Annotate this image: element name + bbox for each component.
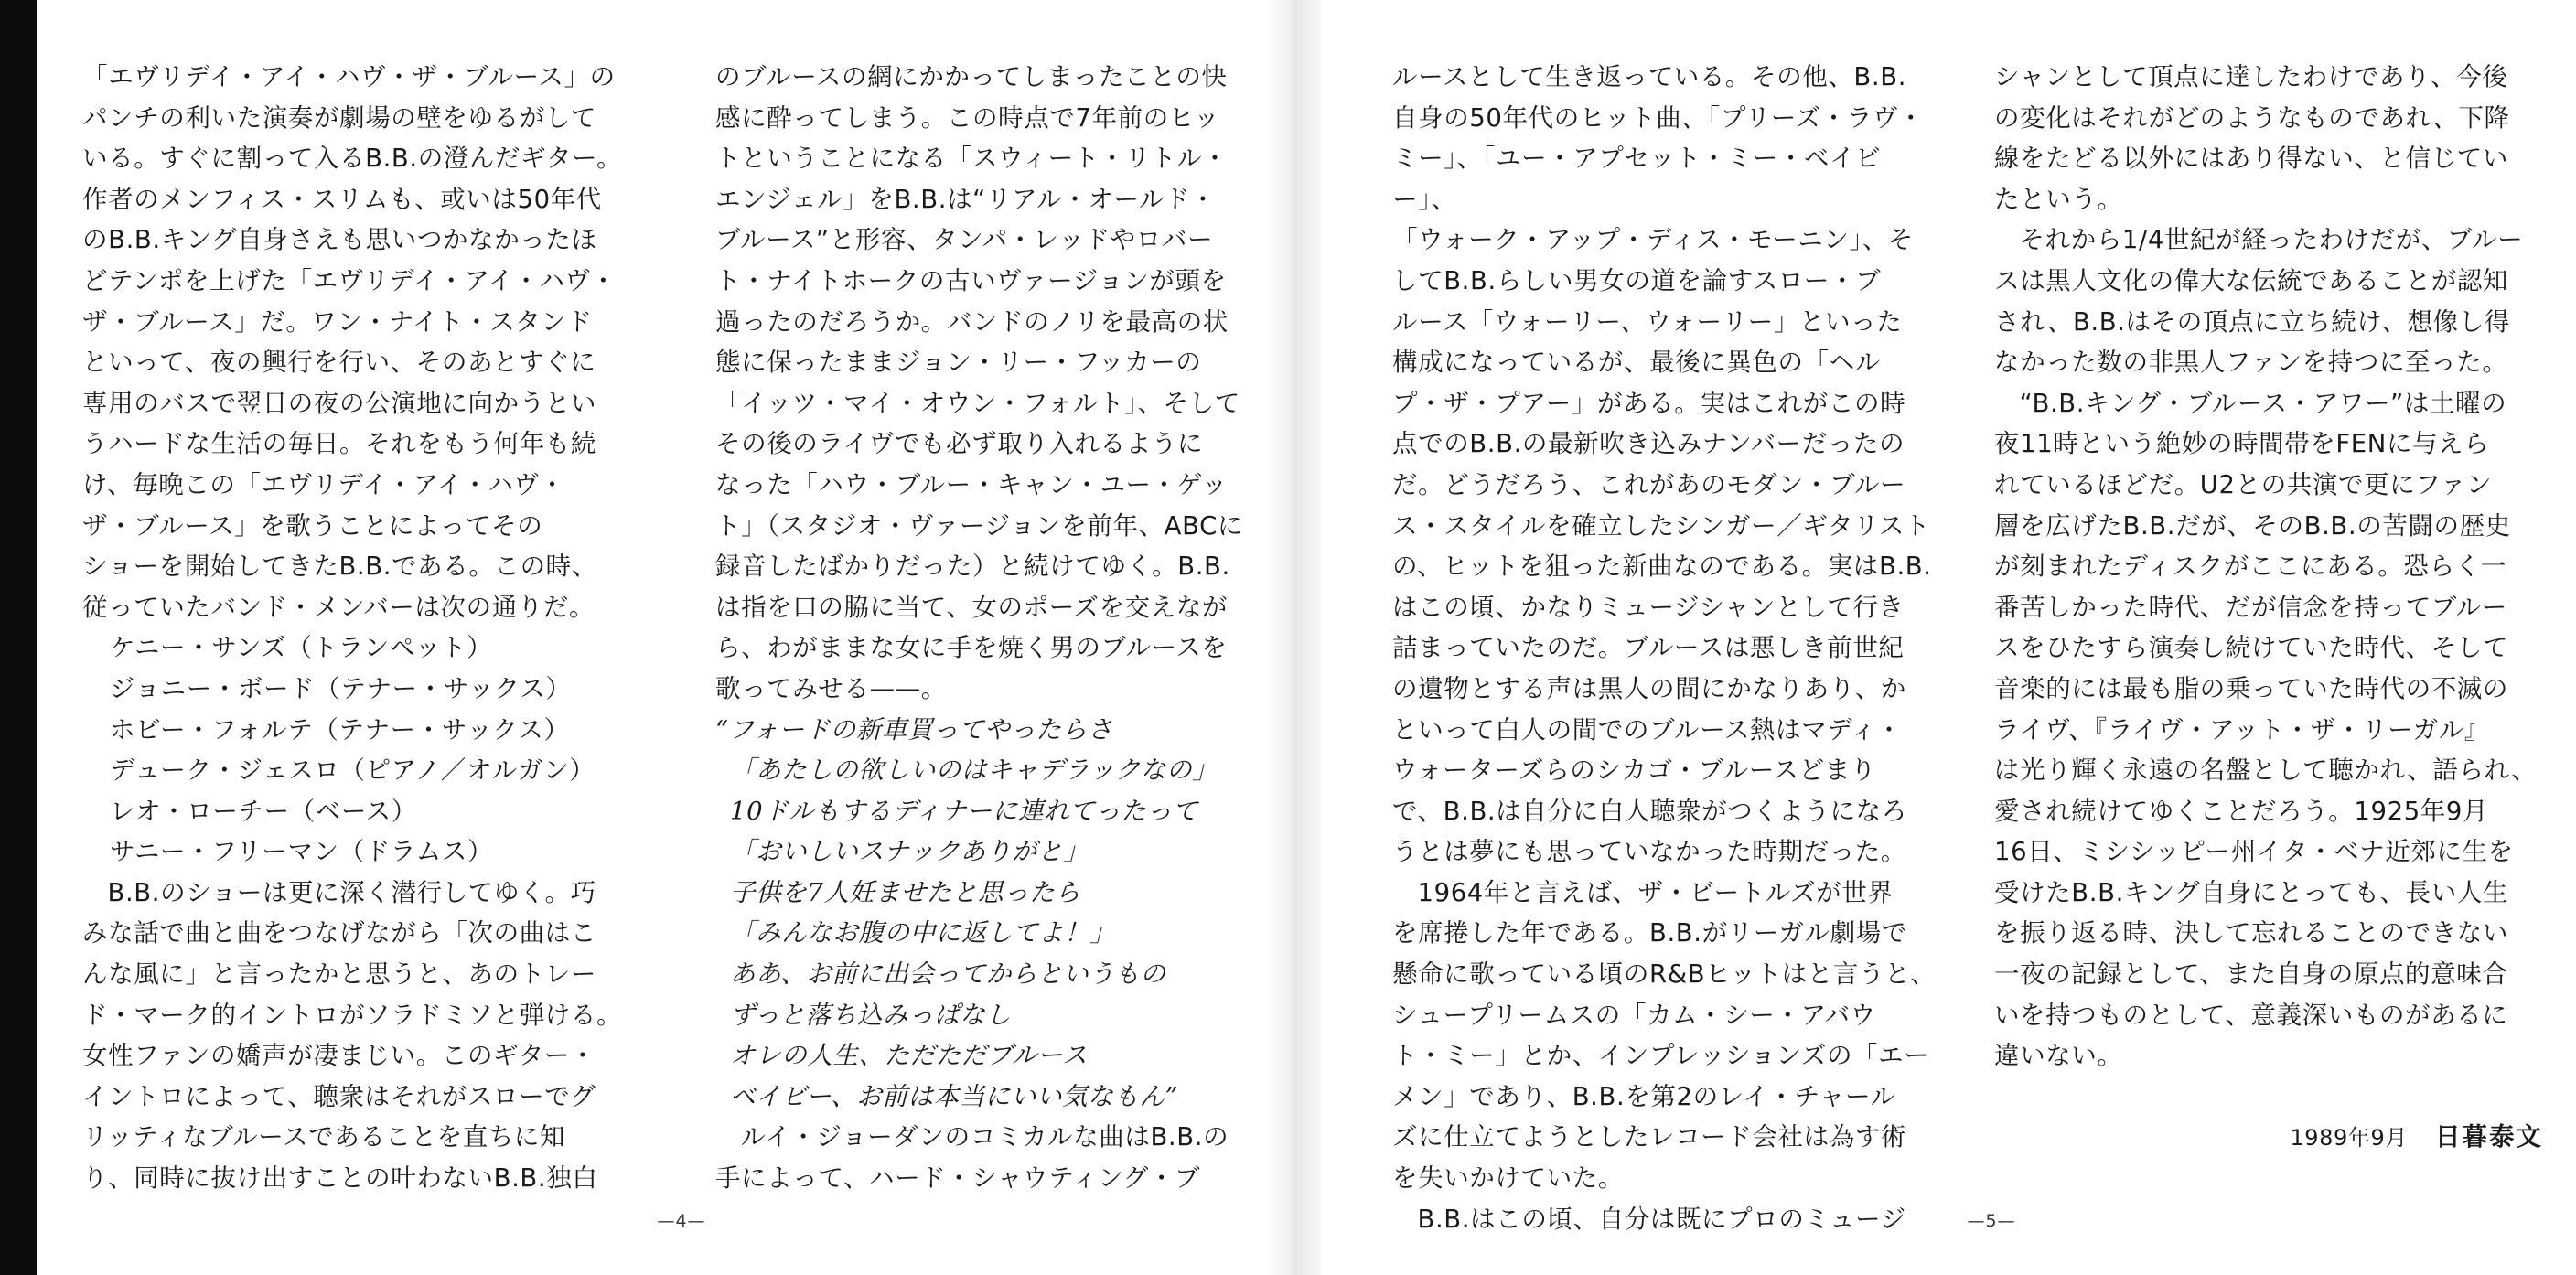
lyric-line: 「みんなお腹の中に返してよ！」	[730, 918, 1116, 948]
text-line: ら、わがままな女に手を焼く男のブルースを	[715, 633, 1228, 663]
text-line: を振り返る時、決して忘れることのできない	[1994, 918, 2508, 948]
band-member: ジョニー・ボード（テナー・サックス）	[110, 673, 572, 703]
text-line: ショーを開始してきたB.B.である。この時、	[82, 552, 597, 582]
text-line: 詰まっていたのだ。ブルースは悪しき前世紀	[1392, 633, 1905, 663]
text-line: で、B.B.は自分に白人聴衆がつくようになろ	[1392, 796, 1907, 826]
text-line: ルイ・ジョーダンのコミカルな曲はB.B.の	[740, 1122, 1229, 1152]
paragraph	[1994, 220, 2543, 382]
text-line: どテンポを上げた「エヴリデイ・アイ・ハヴ・	[82, 265, 617, 295]
band-member: デューク・ジェスロ（ピアノ／オルガン）	[110, 755, 596, 786]
text-line: 専用のバスで翌日の夜の公演地に向かうとい	[82, 388, 596, 418]
lyric-line: 「あたしの欲しいのはキャデラックなの」	[730, 755, 1218, 786]
text-line: 作者のメンフィス・スリムも、或いは50年代	[82, 184, 602, 214]
text-line: 歌ってみせる——。	[715, 673, 947, 703]
lyric-line: 10ドルもするディナーに連れてったって	[730, 796, 1198, 826]
text-line: スをひたすら演奏し続けていた時代、そして	[1994, 633, 2508, 663]
text-line: が刻まれたディスクがここにある。恐らく一	[1994, 552, 2506, 582]
text-line: ズに仕立てようとしたレコード会社は為す術	[1392, 1122, 1906, 1152]
text-line: 従っていたバンド・メンバーは次の通りだ。	[82, 592, 596, 622]
text-line: といって白人の間でのブルース熱はマディ・	[1392, 714, 1903, 745]
band-member: ケニー・サンズ（トランペット）	[110, 633, 493, 663]
text-line: といって、夜の興行を行い、そのあとすぐに	[82, 348, 596, 378]
text-line: だ。どうだろう、これがあのモダン・ブルー	[1392, 469, 1906, 499]
page4-column-1	[82, 57, 631, 1199]
lyric-line: “フォードの新車買ってやったらさ	[715, 714, 1113, 745]
page-number-4: —4—	[657, 1211, 706, 1231]
paragraph	[1392, 873, 1941, 1199]
text-line: ト・ナイトホークの古いヴァージョンが頭を	[715, 265, 1227, 295]
text-line: うハードな生活の毎日。それをもう何年も続	[82, 429, 596, 459]
text-line: 「イッツ・マイ・オウン・フォルト」、そして	[715, 388, 1240, 418]
text-line: パンチの利いた演奏が劇場の壁をゆるがして	[82, 102, 596, 133]
text-line: シャンとして頂点に達したわけであり、今後	[1994, 62, 2508, 91]
text-line: 違いない。	[1994, 1041, 2123, 1071]
text-line: け、毎晩この「エヴリデイ・アイ・ハヴ・	[82, 469, 565, 499]
text-line: B.B.のショーは更に深く潜行してゆく。巧	[107, 877, 596, 907]
text-line: 線をたどる以外にはあり得ない、と信じてい	[1994, 144, 2508, 174]
text-line: ト・ミー」とか、インプレッションズの「エー	[1392, 1041, 1930, 1071]
text-line: なった「ハウ・ブルー・キャン・ユー・ゲッ	[715, 469, 1228, 499]
text-line: 手によって、ハード・シャウティング・ブ	[715, 1163, 1201, 1194]
paragraph	[715, 57, 1264, 710]
lyric-line: 子供を7人妊ませたと思ったら	[730, 877, 1081, 907]
page-number-5: —5—	[1967, 1211, 2016, 1231]
text-line: の変化はそれがどのようなものであれ、下降	[1994, 102, 2510, 133]
text-line: ウォーターズらのシカゴ・ブルースどまり	[1392, 755, 1876, 786]
text-line: シュープリームスの「カム・シー・アバウ	[1392, 1000, 1876, 1030]
text-line: 1964年と言えば、ザ・ビートルズが世界	[1417, 877, 1894, 907]
text-line: の遺物とする声は黒人の間にかなりあり、か	[1392, 673, 1906, 703]
text-line: それから1/4世紀が経ったわけだが、ブルー	[2019, 225, 2524, 255]
text-line: 音楽的には最も脂の乗っていた時代の不滅の	[1994, 673, 2508, 703]
band-member: レオ・ローチー（ベース）	[110, 796, 417, 826]
text-line: ブルース”と形容、タンパ・レッドやロバー	[715, 225, 1214, 255]
text-line: プ・ザ・プアー」がある。実はこれがこの時	[1392, 388, 1906, 418]
text-line: され、B.B.はその頂点に立ち続け、想像し得	[1994, 306, 2510, 337]
text-line: 愛され続けてゆくことだろう。1925年9月	[1994, 796, 2489, 826]
text-line: トということになる「スウィート・リトル・	[715, 144, 1229, 174]
band-member: ホビー・フォルテ（テナー・サックス）	[110, 714, 570, 745]
text-line: たという。	[1994, 184, 2123, 214]
page5-column-1	[1392, 57, 1941, 1239]
paragraph	[1392, 57, 1941, 873]
text-line: 構成になっているが、最後に異色の「ヘル	[1392, 348, 1881, 378]
text-line: 点でのB.B.の最新吹き込みナンバーだったの	[1392, 429, 1905, 459]
paragraph	[715, 1117, 1264, 1198]
paragraph	[1994, 57, 2543, 220]
text-line: 女性ファンの嬌声が凄まじい。このギター・	[82, 1041, 596, 1071]
paragraph	[82, 57, 631, 627]
text-line: ド・マーク的イントロがソラドミソと弾ける。	[82, 1000, 623, 1030]
text-line: は光り輝く永遠の名盤として聴かれ、語られ、	[1994, 755, 2538, 786]
paragraph	[1994, 383, 2543, 1077]
scan-edge-left	[0, 0, 37, 1275]
text-line: その後のライヴでも必ず取り入れるように	[715, 429, 1204, 459]
text-line: なかった数の非黒人ファンを持つに至った。	[1994, 348, 2508, 378]
text-line: うとは夢にも思っていなかった時期だった。	[1392, 837, 1906, 867]
text-line: ルースとして生き返っている。その他、B.B.	[1392, 62, 1907, 91]
text-line: いる。すぐに割って入るB.B.の澄んだギター。	[82, 144, 623, 174]
text-line: を失いかけていた。	[1392, 1163, 1624, 1194]
paragraph	[82, 873, 631, 1199]
text-line: ミー」、「ユー・アプセット・ミー・ベイビー」、	[1392, 144, 1882, 214]
text-line: はこの頃、かなりミュージシャンとして行き	[1392, 592, 1905, 622]
text-line: ルース「ウォーリー、ウォーリー」といった	[1392, 306, 1903, 337]
text-line: “B.B.キング・ブルース・アワー”は土曜の	[2019, 388, 2507, 418]
text-line: いを持つものとして、意義深いものがあるに	[1994, 1000, 2508, 1030]
text-line: は指を口の脇に当て、女のポーズを交えなが	[715, 592, 1229, 622]
text-line: 懸命に歌っている頃のR&Bヒットはと言うと、	[1392, 959, 1937, 990]
text-line: り、同時に抜け出すことの叶わないB.B.独白	[82, 1163, 598, 1194]
signature	[1994, 1117, 2543, 1159]
text-line: 夜11時という絶妙の時間帯をFENに与えら	[1994, 429, 2490, 459]
text-line: みな話で曲と曲をつなげながら「次の曲はこ	[82, 918, 596, 948]
lyric-line: ずっと落ち込みっぱなし	[730, 1000, 1012, 1030]
text-line: 自身の50年代のヒット曲、「プリーズ・ラヴ・	[1392, 102, 1925, 133]
band-member: サニー・フリーマン（ドラムス）	[110, 837, 494, 867]
text-line: メン」であり、B.B.を第2のレイ・チャール	[1392, 1081, 1896, 1111]
text-line: ライヴ、『ライヴ・アット・ザ・リーガル』	[1994, 714, 2490, 745]
text-line: エンジェル」をB.B.は“リアル・オールド・	[715, 184, 1217, 214]
lyric-line: オレの人生、ただただブルース	[730, 1041, 1088, 1071]
signature-author: 日暮泰文	[2435, 1121, 2543, 1152]
text-line: ザ・ブルース」だ。ワン・ナイト・スタンド	[82, 306, 593, 337]
text-line: 16日、ミシシッピー州イタ・ベナ近郊に生を	[1994, 837, 2514, 867]
text-line: ザ・ブルース」を歌うことによってその	[82, 510, 543, 541]
text-line: のブルースの網にかかってしまったことの快	[715, 62, 1228, 91]
signature-date: 1989年9月	[2290, 1124, 2408, 1151]
text-line: ト」（スタジオ・ヴァージョンを前年、ABCに	[715, 510, 1243, 541]
lyric-line: ベイビー、お前は本当にいい気なもん”	[730, 1081, 1179, 1111]
lyric-line: ああ、お前に出会ってからというもの	[730, 959, 1166, 990]
text-line: B.B.はこの頃、自分は既にプロのミュージ	[1417, 1204, 1906, 1234]
text-line: れているほどだ。U2との共演で更にファン	[1994, 469, 2493, 499]
text-line: 受けたB.B.キング自身にとっても、長い人生	[1994, 877, 2509, 907]
lyric-line: 「おいしいスナックありがと」	[730, 837, 1089, 867]
text-line: のB.B.キング自身さえも思いつかなかったほ	[82, 225, 597, 255]
text-line: んな風に」と言ったかと思うと、あのトレー	[82, 959, 596, 990]
text-line: してB.B.らしい男女の道を論すスロー・ブ	[1392, 265, 1882, 295]
text-line: 「ウォーク・アップ・ディス・モーニン」、そ	[1392, 225, 1915, 255]
paragraph	[1392, 1199, 1941, 1240]
text-line: リッティなブルースであることを直ちに知	[82, 1122, 566, 1152]
text-line: 感に酔ってしまう。この時点で7年前のヒッ	[715, 102, 1220, 133]
text-line: 態に保ったままジョン・リー・フッカーの	[715, 348, 1202, 378]
page-gutter	[1264, 0, 1321, 1275]
text-line: 過ったのだろうか。バンドのノリを最高の状	[715, 306, 1229, 337]
text-line: 一夜の記録として、また自身の原点的意味合	[1994, 959, 2508, 990]
text-line: を席捲した年である。B.B.がリーガル劇場で	[1392, 918, 1907, 948]
text-line: 録音したばかりだった）と続けてゆく。B.B.	[715, 552, 1230, 582]
page5-column-2	[1994, 57, 2543, 1158]
text-line: 層を広げたB.B.だが、そのB.B.の苦闘の歴史	[1994, 510, 2511, 541]
text-line: 番苦しかった時代、だが信念を持ってブルー	[1994, 592, 2507, 622]
text-line: スは黒人文化の偉大な伝統であることが認知	[1994, 265, 2508, 295]
text-line: ス・スタイルを確立したシンガー／ギタリスト	[1392, 510, 1931, 541]
text-line: イントロによって、聴衆はそれがスローでグ	[82, 1081, 596, 1111]
page4-column-2	[715, 57, 1264, 1199]
text-line: の、ヒットを狙った新曲なのである。実はB.B.	[1392, 552, 1932, 582]
text-line: 「エヴリデイ・アイ・ハヴ・ザ・ブルース」の	[82, 62, 616, 91]
